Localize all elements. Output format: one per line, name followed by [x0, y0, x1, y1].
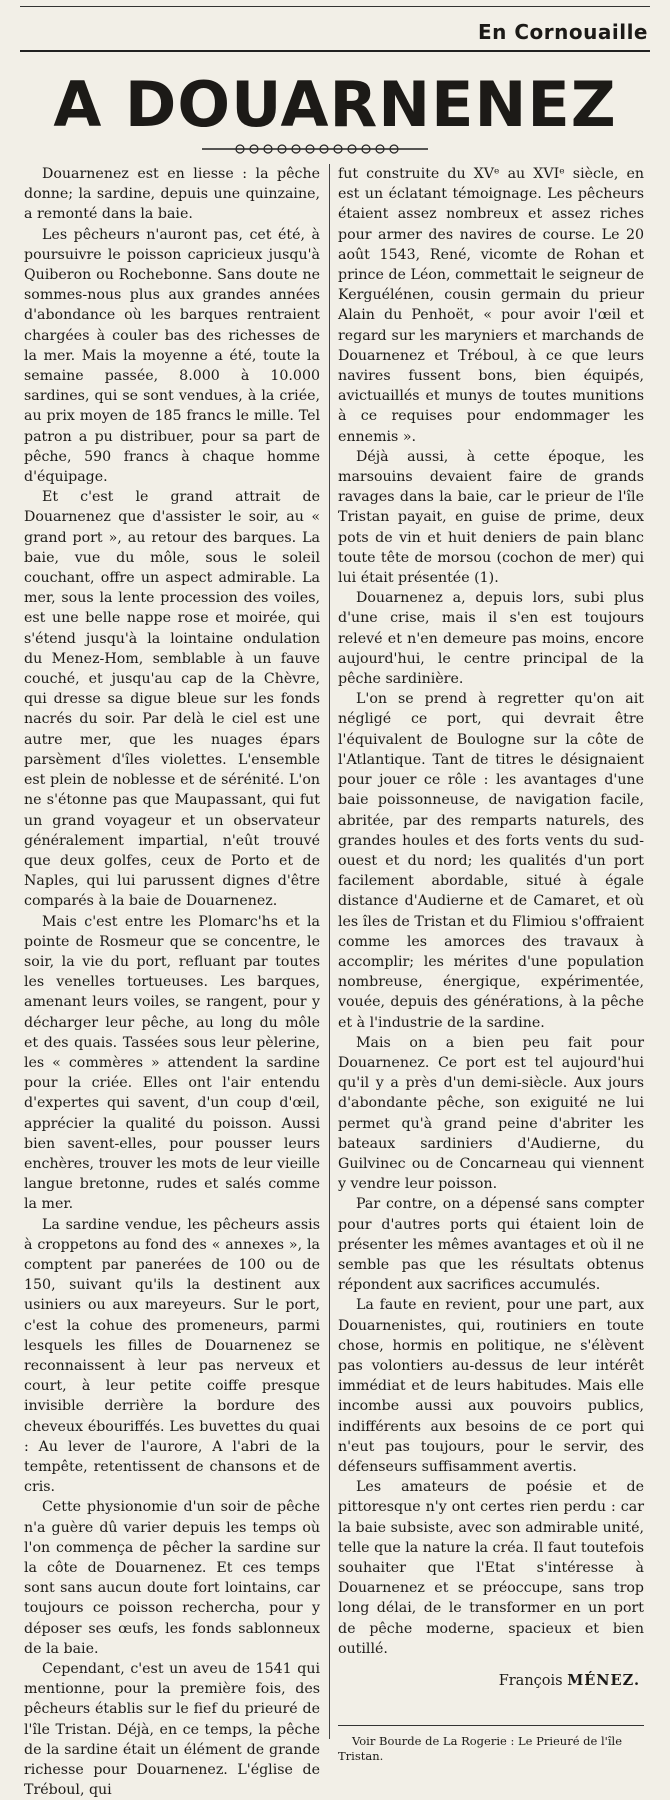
paragraph: Cependant, c'est un aveu de 1541 qui mentionne, pour la première fois, des pêcheurs établis sur le fief du prieuré de l'île Tristan. Déjà, en ce temps, la pêche de la sardine était un élément de grande richesse pour Douarnenez. L'église de Tréboul, qui — [24, 1661, 320, 1799]
paragraph: La sardine vendue, les pêcheurs assis à croppetons au fond des « annexes », la comptent par panerées de 100 ou de 150, suivant qu'ils la destinent aux usiniers ou aux mareyeurs. Sur le port, c'est la cohue des promeneurs, parmi lesquels les filles de Douarnenez se reconnaissent à leur pas nerveux et court, à leur petite coiffe presque invisible derrière la bordure des cheveux ébouriffés. Les buvettes du quai : Au lever de l'aurore, A l'abri de la tempête, retentissent de chansons et de cris. — [24, 1216, 320, 1496]
article-column-right — [338, 164, 644, 1764]
paragraph: Et c'est le grand attrait de Douarnenez que d'assister le soir, au « grand port », au retour des barques. La baie, vue du môle, sous le soleil couchant, offre un aspect admirable. La mer, sous la lente procession des voiles, est une belle nappe rose et moirée, qui s'étend jusqu'à la lointaine ondulation du Menez-Hom, semblable à un fauve couché, et jusqu'au cap de la Chèvre, qui dresse sa digue bleue sur les fonds nacrés du soir. Par delà le ciel est une autre mer, que les nuages épars parsèment d'îles violettes. L'ensemble est plein de noblesse et de sérénité. L'on ne s'étonne pas que Maupassant, qui fut un grand voyageur et un observateur généralement impartial, n'eût trouvé que deux golfes, ceux de Porto et de Naples, qui lui parussent dignes d'être comparés à la baie de Douarnenez. — [24, 489, 320, 910]
top-rule — [20, 6, 650, 7]
author-last-name: MÉNEZ. — [567, 1672, 640, 1690]
paragraph: Les amateurs de poésie et de pittoresque n'y ont certes rien perdu : car la baie subsiste, avec son admirable unité, telle que la nature la créa. Il faut toutefois souhaiter que l'Etat s'intéresse à Douarnenez et se préoccupe, sans trop long délai, de le transformer en un port de pêche moderne, spacieux et bien outillé. — [338, 1479, 644, 1657]
section-rubric: En Cornouaille — [478, 20, 648, 44]
paragraph: Les pêcheurs n'auront pas, cet été, à poursuivre le poisson capricieux jusqu'à Quiberon ou Rochebonne. Sans doute ne sommes-nous plus aux grandes années d'abondance où les barques rentraient chargées à couler bas des richesses de la mer. Mais la moyenne a été, toute la semaine passée, 8.000 à 10.000 sardines, qui se sont vendues, à la criée, au prix moyen de 185 francs le mille. Tel patron a pu distribuer, pour sa part de pêche, 590 francs à chaque homme d'équipage. — [24, 226, 320, 486]
paragraph: Par contre, on a dépensé sans compter pour d'autres ports qui étaient loin de présenter les mêmes avantages et où il ne semble pas que les résultats obtenus répondent aux sacrifices accumulés. — [338, 1196, 644, 1294]
paragraph: fut construite du XVᵉ au XVIᵉ siècle, en est un éclatant témoignage. Les pêcheurs étaient assez nombreux et assez riches pour armer des navires de course. Le 20 août 1543, René, vicomte de Rohan et prince de Léon, commettait le seigneur de Kerguélénen, cousin germain du prieur Alain du Penhoët, « pour avoir l'œil et regard sur les maryniers et marchands de Douarnenez et Tréboul, à ce que leurs navires fussent bons, bien équipés, avictuaillés et munys de toutes munitions à ce requises pour endommager les ennemis ». — [338, 166, 644, 445]
paragraph: Douarnenez a, depuis lors, subi plus d'une crise, mais il s'en est toujours relevé et n'en demeure pas moins, encore aujourd'hui, le centre principal de la pêche sardinière. — [338, 590, 644, 688]
paragraph: L'on se prend à regretter qu'on ait négligé ce port, qui devrait être l'équivalent de Boulogne sur la côte de l'Atlantique. Tant de titres le désignaient pour jouer ce rôle : les avantages d'une baie poissonneuse, de navigation facile, abritée, par des remparts naturels, des grandes houles et des forts vents du sud-ouest et du nord; les qualités d'un port facilement abordable, situé à égale distance d'Audierne et de Camaret, et où les îles de Tristan et du Flimiou s'offraient comme les amorces des travaux à accomplir; les mérites d'une population nombreuse, énergique, expérimentée, vouée, depuis des générations, à la pêche et à l'industrie de la sardine. — [338, 691, 644, 1031]
paragraph: Cette physionomie d'un soir de pêche n'a guère dû varier depuis les temps où l'on commença de pêcher la sardine sur la côte de Douarnenez. Et ces temps sont sans aucun doute fort lointains, car toujours ce poisson rechercha, pour y déposer ses œufs, les fonds sablonneux de la baie. — [24, 1499, 320, 1657]
rubric-rule — [20, 50, 650, 52]
article-column-left — [24, 164, 320, 1799]
author-signature — [338, 1671, 644, 1691]
paragraph: Douarnenez est en liesse : la pêche donne; la sardine, depuis une quinzaine, a remonté dans la baie. — [24, 166, 320, 223]
paragraph: Déjà aussi, à cette époque, les marsouins devaient faire de grands ravages dans la baie, car le prieur de l'île Tristan payait, en guise de prime, deux pots de vin et huit deniers de pain blanc toute tête de morsou (cochon de mer) qui lui était présentée (1). — [338, 448, 644, 587]
paragraph: Mais c'est entre les Plomarc'hs et la pointe de Rosmeur que se concentre, le soir, la vie du port, refluant par toutes les venelles tortueuses. Les barques, amenant leurs voiles, se rangent, pour y décharger leur pêche, au long du môle et des quais. Tassées sous leur pèlerine, les « commères » attendent la sardine pour la criée. Elles ont l'air entendu d'expertes qui savent, d'un coup d'œil, apprécier la qualité du poisson. Aussi bien savent-elles, pour pousser leurs enchères, trouver les mots de leur vieille langue bretonne, rudes et salés comme la mer. — [24, 913, 320, 1213]
author-first-name: François — [498, 1673, 563, 1690]
article-headline: A DOUARNENEZ — [53, 68, 617, 141]
paragraph: Mais on a bien peu fait pour Douarnenez. Ce port est tel aujourd'hui qu'il y a près d'un demi-siècle. Aux jours d'abondante pêche, son exiguité ne lui permet qu'à grand peine d'abriter les bateaux sardiniers d'Audierne, du Guilvinec ou de Concarneau qui viennent y vendre leur poisson. — [338, 1034, 644, 1193]
paragraph: La faute en revient, pour une part, aux Douarnenistes, qui, routiniers en toute chose, hormis en politique, ne s'élèvent pas volontiers au-dessus de leur intérêt immédiat et de leurs habitudes. Mais elle incombe aussi aux pouvoirs publics, indifférents aux besoins de ce port qui n'eut pas toujours, pour le servir, des défenseurs suffisamment avertis. — [338, 1297, 644, 1475]
ornament-divider — [200, 142, 430, 156]
footnote-rule — [338, 1725, 644, 1726]
column-divider — [329, 164, 330, 1739]
footnote: Voir Bourde de La Rogerie : Le Prieuré de l'île Tristan. — [338, 1734, 622, 1764]
